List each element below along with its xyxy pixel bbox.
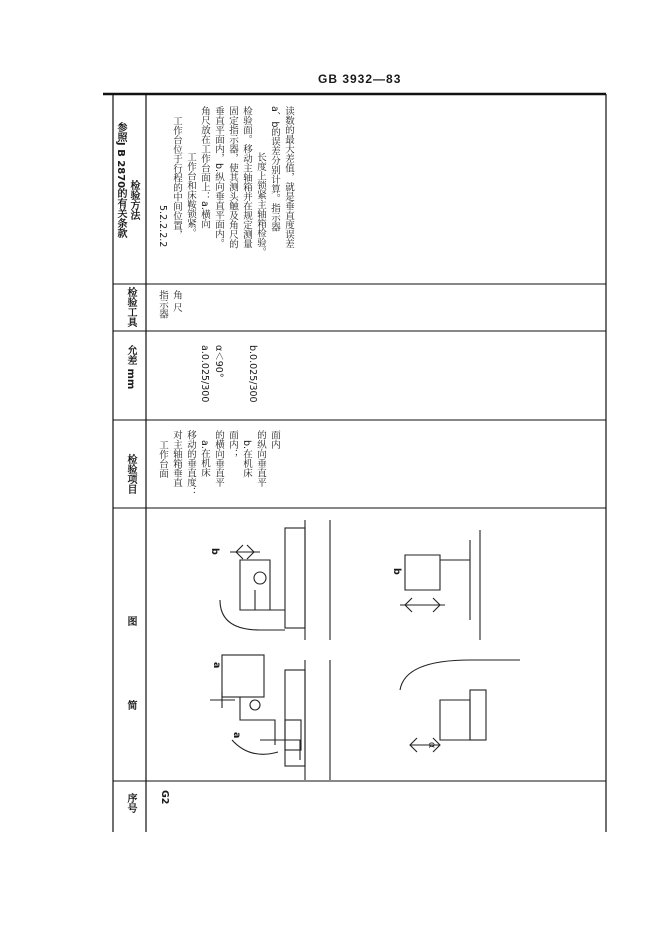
method-line: 检验面。移动主轴箱并在规定测量: [241, 106, 252, 249]
diagram-label-a-top: a: [211, 662, 222, 669]
method-line: 5.2.2.2.2: [157, 205, 168, 248]
header-diagram-right: 图: [125, 616, 136, 626]
item-line: 工作台面: [157, 440, 168, 478]
row-seq: G2: [159, 790, 170, 805]
item-line: 面内；: [227, 430, 238, 459]
item-line: 对主轴箱垂直: [171, 430, 182, 487]
header-tolerance: 允差 mm: [125, 345, 136, 390]
diagram-a-left: [210, 655, 301, 760]
tolerance-line: a.0.025/300: [199, 345, 210, 403]
header-tool: 检验工具: [125, 287, 136, 327]
method-line: 角尺放在工作台面上：a.横向: [199, 106, 210, 229]
method-line: 工作台位于行程的中间位置，: [171, 116, 182, 240]
method-line: 读数的最大差值，就是垂直度误差: [283, 106, 294, 249]
method-line: 长度上锁紧主轴箱检验。: [255, 152, 266, 257]
tolerance-line: b.0.025/300: [247, 345, 258, 403]
header-item: 检验项目: [125, 454, 136, 494]
method-line: a、b的误差分别计算。指示器: [269, 106, 280, 232]
diagram-b-top: [220, 520, 330, 640]
method-line: 工作台和床鞍锁紧。: [185, 152, 196, 238]
diagram-a-right: [400, 660, 520, 752]
item-line: b.在机床: [241, 440, 252, 478]
method-line: 固定指示器，使其测头触及角尺的: [227, 106, 238, 249]
tool-line: 指示器: [157, 290, 168, 319]
header-method-ref: 参照J B 2870的有关条款: [115, 122, 126, 239]
tolerance-line: α＜90°: [213, 345, 224, 378]
diagram-label-b-top: b: [209, 548, 220, 555]
document-number: GB 3932—83: [318, 72, 402, 86]
item-line: a.在机床: [199, 440, 210, 478]
diagram-b-bottom: [285, 530, 480, 780]
item-line: 的纵向垂直平: [255, 430, 266, 487]
item-line: 移动的垂直度：: [185, 430, 196, 497]
header-diagram-left: 简: [125, 700, 136, 710]
diagram-label-alpha: α: [426, 742, 437, 749]
item-line: 的横向垂直平: [213, 430, 224, 487]
item-line: 面内: [269, 430, 280, 449]
diagram-label-a-bottom: a: [231, 732, 242, 739]
tool-line: 角 尺: [171, 290, 182, 313]
header-seq: 序号: [125, 793, 136, 813]
method-line: 垂直平面内，b.纵向垂直平面内。: [213, 106, 224, 249]
diagram-label-b-bottom: b: [391, 568, 402, 575]
header-method-title: 检验方法: [128, 180, 139, 220]
